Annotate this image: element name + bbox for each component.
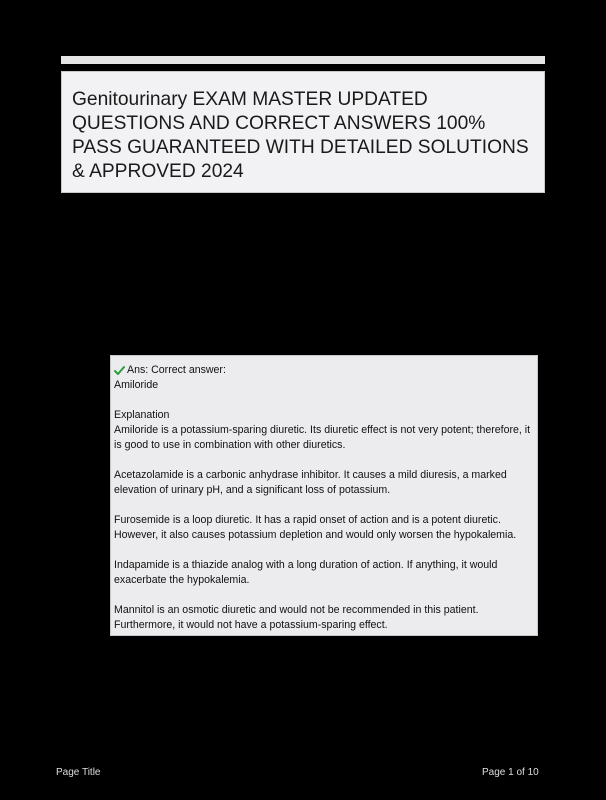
answer-label: Ans: Correct answer: xyxy=(127,364,226,376)
explanation-paragraph: Indapamide is a thiazide analog with a long duration of action. If anything, it would exacerbate the hypokalemia. xyxy=(114,559,498,586)
explanation-paragraph: Amiloride is a potassium-sparing diuretic. Its diuretic effect is not very potent; therefore, it is good to use in combination with other diuretics. xyxy=(114,424,531,451)
footer-left-text: Page Title xyxy=(56,767,101,778)
explanation-paragraph: Mannitol is an osmotic diuretic and would not be recommended in this patient. Furthermore, it would not have a potassium-sparing effect. xyxy=(114,604,479,631)
check-icon xyxy=(114,365,125,376)
answer-label-line xyxy=(114,363,532,378)
answer-box xyxy=(110,355,538,636)
answer-value: Amiloride xyxy=(114,379,159,391)
document-title: Genitourinary EXAM MASTER UPDATED QUESTIONS AND CORRECT ANSWERS 100% PASS GUARANTEED WITH DETAILED SOLUTIONS & APPROVED 2024 xyxy=(72,89,529,182)
footer-page-number: Page 1 of 10 xyxy=(482,767,539,778)
title-box xyxy=(61,71,545,193)
explanation-paragraph: Acetazolamide is a carbonic anhydrase inhibitor. It causes a mild diuresis, a marked elevation of urinary pH, and a significant loss of potassium. xyxy=(114,469,507,496)
explanation-paragraph: Furosemide is a loop diuretic. It has a rapid onset of action and is a potent diuretic. However, it also causes potassium depletion and would only worsen the hypokalemia. xyxy=(114,514,517,541)
header-rule xyxy=(61,56,545,64)
explanation-heading: Explanation xyxy=(114,409,170,421)
